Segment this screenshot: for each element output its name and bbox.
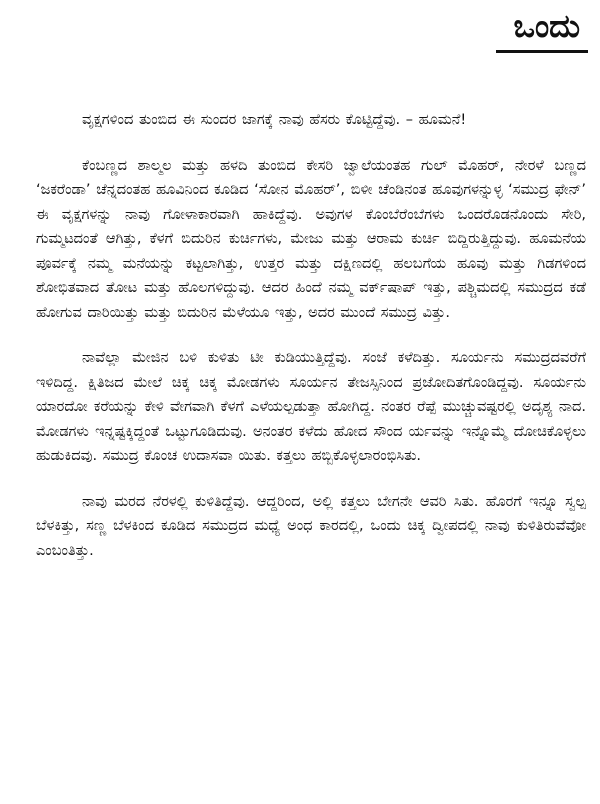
chapter-title-underline xyxy=(496,50,588,53)
paragraph-1: ವೃಕ್ಷಗಳಿಂದ ತುಂಬಿದ ಈ ಸುಂದರ ಜಾಗಕ್ಕೆ ನಾವು ಹೆಸರು ಕೊಟ್ಟಿದ್ದೆವು. – ಹೂಮನೆ! xyxy=(82,112,467,128)
paragraph-2: ಕೆಂಬಣ್ಣದ ಶಾಲ್ಮಲ ಮತ್ತು ಹಳದಿ ತುಂಬಿದ ಕೇಸರಿ ಜ್ವಾಲೆಯಂತಹ ಗುಲ್ ಮೊಹರ್, ನೇರಳೆ ಬಣ್ಣದ ‘ಜಕರೆಂಡಾ’ ಚೆನ್ನದಂತಹ ಹೂವಿನಿಂದ ಕೂಡಿದ ‘ಸೋನ ಮೊಹರ್’, ಬಿಳೀ ಚೆಂಡಿನಂತ ಹೂವುಗಳನ್ನುಳ್ಳ ‘ಸಮುದ್ರ ಫೇನ್’ ಈ ವೃಕ್ಷಗಳನ್ನು ನಾವು ಗೋಳಾಕಾರವಾಗಿ ಹಾಕಿದ್ದೆವು. ಅವುಗಳ ಕೊಂಬೆರೆಂಬೆಗಳು ಒಂದರೊಡನೊಂದು ಸೇರಿ, ಗುಮ್ಮಟದಂತೆ ಆಗಿತ್ತು, ಕೆಳಗೆ ಬಿದುರಿನ ಕುರ್ಚಿಗಳು, ಮೇಜು ಮತ್ತು ಆರಾಮ ಕುರ್ಚಿ ಬಿದ್ದಿರುತ್ತಿದ್ದುವು. ಹೂಮನೆಯ ಪೂರ್ವಕ್ಕೆ ನಮ್ಮ ಮನೆಯನ್ನು ಕಟ್ಟಲಾಗಿತ್ತು, ಉತ್ತರ ಮತ್ತು ದಕ್ಷಿಣದಲ್ಲಿ ಹಲಬಗೆಯ ಹೂವು ಮತ್ತು ಗಿಡಗಳಿಂದ ಶೋಭಿತವಾದ ತೋಟ ಮತ್ತು ಹೊಲಗಳಿದ್ದುವು. ಆದರ ಹಿಂದೆ ನಮ್ಮ ವರ್ಕ್‌ಷಾಪ್ ಇತ್ತು, ಪಶ್ಚಿಮದಲ್ಲಿ ಸಮುದ್ರದ ಕಡೆ ಹೋಗುವ ದಾರಿಯಿತ್ತು ಮತ್ತು ಬಿದುರಿನ ಮೆಳೆಯೂ ಇತ್ತು, ಅದರ ಮುಂದೆ ಸಮುದ್ರ ವಿತ್ತು. xyxy=(36,157,586,321)
chapter-title: ಒಂದು xyxy=(513,7,580,45)
chapter-body xyxy=(36,108,586,584)
paragraph-4: ನಾವು ಮರದ ನೆರಳಲ್ಲಿ ಕುಳಿತಿದ್ದೆವು. ಆದ್ದರಿಂದ, ಅಲ್ಲಿ ಕತ್ತಲು ಬೇಗನೇ ಆವರಿ ಸಿತು. ಹೊರಗೆ ಇನ್ನೂ ಸ್ವಲ್ಪ ಬೆಳಕಿತ್ತು, ಸಣ್ಣ ಬೆಳಕಿಂದ ಕೂಡಿದ ಸಮುದ್ರದ ಮಧ್ಯೆ ಅಂಧ ಕಾರದಲ್ಲಿ, ಒಂದು ಚಿಕ್ಕ ದ್ವೀಪದಲ್ಲಿ ನಾವು ಕುಳಿತಿರುವೆವೋ ಎಂಬಂತಿತ್ತು. xyxy=(36,493,586,559)
paragraph-3: ನಾವೆಲ್ಲಾ ಮೇಜಿನ ಬಳಿ ಕುಳಿತು ಟೀ ಕುಡಿಯುತ್ತಿದ್ದೆವು. ಸಂಜೆ ಕಳೆದಿತ್ತು. ಸೂರ್ಯನು ಸಮುದ್ರದವರೆಗೆ ಇಳಿದಿದ್ದ. ಕ್ಷಿತಿಜದ ಮೇಲೆ ಚಿಕ್ಕ ಚಿಕ್ಕ ಮೋಡಗಳು ಸೂರ್ಯನ ತೇಜಸ್ಸಿನಿಂದ ಪ್ರಜೋದಿತಗೊಂಡಿದ್ದವು. ಸೂರ್ಯನು ಯಾರದೋ ಕರೆಯನ್ನು ಕೇಳಿ ವೇಗವಾಗಿ ಕೆಳಗೆ ಎಳೆಯಲ್ಪಡುತ್ತಾ ಹೋಗಿದ್ದ. ನಂತರ ರೆಪ್ಪೆ ಮುಚ್ಚುವಷ್ಟರಲ್ಲಿ ಅದೃಶ್ಯ ನಾದ. ಮೋಡಗಳು ಇನ್ನಷ್ಟಕ್ಕಿದ್ದಂತೆ ಒಟ್ಟುಗೂಡಿದುವು. ಅನಂತರ ಕಳೆದು ಹೋದ ಸೌಂದ ರ್ಯವನ್ನು ಇನ್ನೊಮ್ಮೆ ದೋಚಿಕೊಳ್ಳಲು ಹುಡುಕಿದವು. ಸಮುದ್ರ ಕೊಂಚ ಉದಾಸವಾ ಯಿತು. ಕತ್ತಲು ಹಬ್ಬಿಕೊಳ್ಳಲಾರಂಭಿಸಿತು. xyxy=(36,350,586,464)
